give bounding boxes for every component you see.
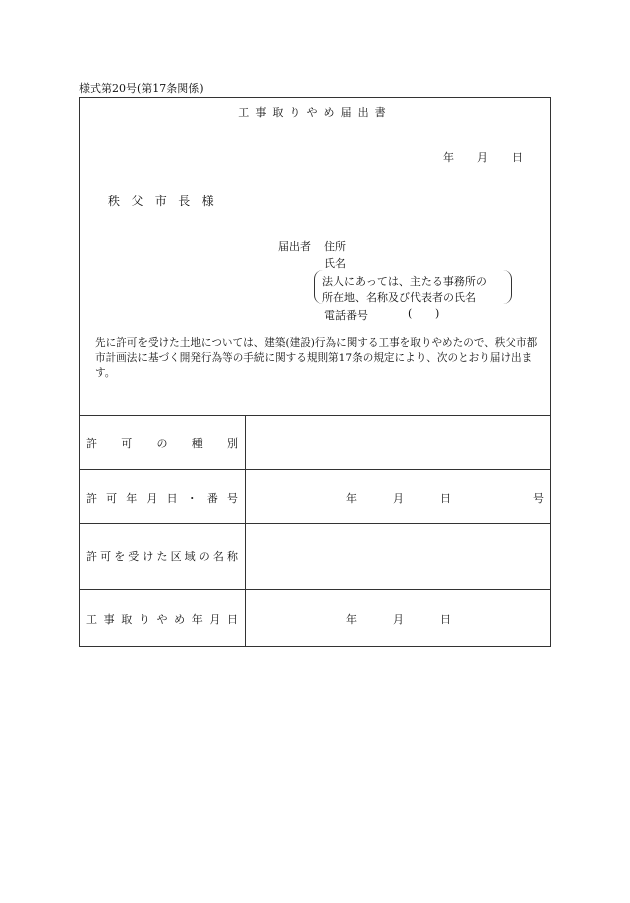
permit-year-field[interactable]: 年: [346, 492, 357, 505]
permit-number-field[interactable]: 号: [533, 492, 544, 505]
row-label-cancellation-date: [86, 611, 238, 627]
form-number: 様式第20号(第17条関係): [79, 82, 204, 95]
phone-paren-close: ): [435, 307, 440, 320]
row-label-permit-type: [86, 435, 238, 451]
row-label-permitted-area-name: [86, 548, 238, 564]
label-char: 番: [206, 492, 218, 505]
label-char: ・: [186, 492, 198, 505]
label-char: 日: [227, 613, 238, 626]
label-char: 月: [146, 492, 158, 505]
date-month: 月: [477, 151, 488, 164]
notifier-label: 届出者: [278, 240, 311, 253]
label-char: 許: [86, 550, 97, 563]
label-char: の: [198, 550, 210, 563]
label-char: 可: [100, 550, 112, 563]
address-label: 住所: [324, 240, 346, 253]
notification-text: 先に許可を受けた土地については、建築(建設)行為に関する工事を取りやめたので、秩父市都市計画法に基づく開発行為等の手続に関する規則第17条の規定により、次のとおり届け出ます。: [95, 337, 538, 379]
form-title: 工事取りやめ届出書: [238, 106, 392, 119]
table-column-divider: [245, 415, 246, 647]
label-char: 名: [212, 550, 224, 563]
label-char: 工: [86, 613, 97, 626]
label-char: 取: [121, 613, 133, 626]
label-char: 許: [86, 437, 97, 450]
phone-label: 電話番号: [324, 309, 368, 322]
cancel-year-field[interactable]: 年: [346, 613, 357, 626]
label-char: 区: [170, 550, 182, 563]
label-char: 許: [86, 492, 97, 505]
label-char: 可: [106, 492, 118, 505]
label-char: 受: [128, 550, 140, 563]
label-char: け: [142, 550, 154, 563]
label-char: の: [156, 437, 168, 450]
label-char: 日: [166, 492, 178, 505]
label-char: た: [156, 550, 168, 563]
date-day: 日: [512, 151, 523, 164]
row-label-permit-date-number: [86, 490, 238, 506]
corporate-note-line-1: 法人にあっては、主たる事務所の: [322, 275, 487, 288]
name-label: 氏名: [324, 257, 346, 270]
date-year: 年: [443, 151, 454, 164]
label-char: 号: [226, 492, 238, 505]
label-char: 別: [227, 437, 238, 450]
phone-paren-open: (: [408, 307, 413, 320]
addressee: 秩父市長様: [108, 194, 226, 208]
corporate-note-line-2: 所在地、名称及び代表者の氏名: [322, 291, 476, 304]
cancel-month-field[interactable]: 月: [393, 613, 404, 626]
permit-month-field[interactable]: 月: [393, 492, 404, 505]
label-char: 事: [103, 613, 115, 626]
cancel-day-field[interactable]: 日: [440, 613, 451, 626]
label-char: 月: [209, 613, 221, 626]
label-char: 域: [184, 550, 196, 563]
label-char: 称: [226, 550, 238, 563]
label-char: 可: [121, 437, 133, 450]
label-char: め: [174, 613, 186, 626]
label-char: 年: [191, 613, 203, 626]
permit-day-field[interactable]: 日: [440, 492, 451, 505]
label-char: や: [156, 613, 168, 626]
label-char: 年: [126, 492, 138, 505]
label-char: を: [114, 550, 126, 563]
label-char: り: [138, 613, 150, 626]
label-char: 種: [191, 437, 203, 450]
notification-body: [84, 336, 546, 381]
